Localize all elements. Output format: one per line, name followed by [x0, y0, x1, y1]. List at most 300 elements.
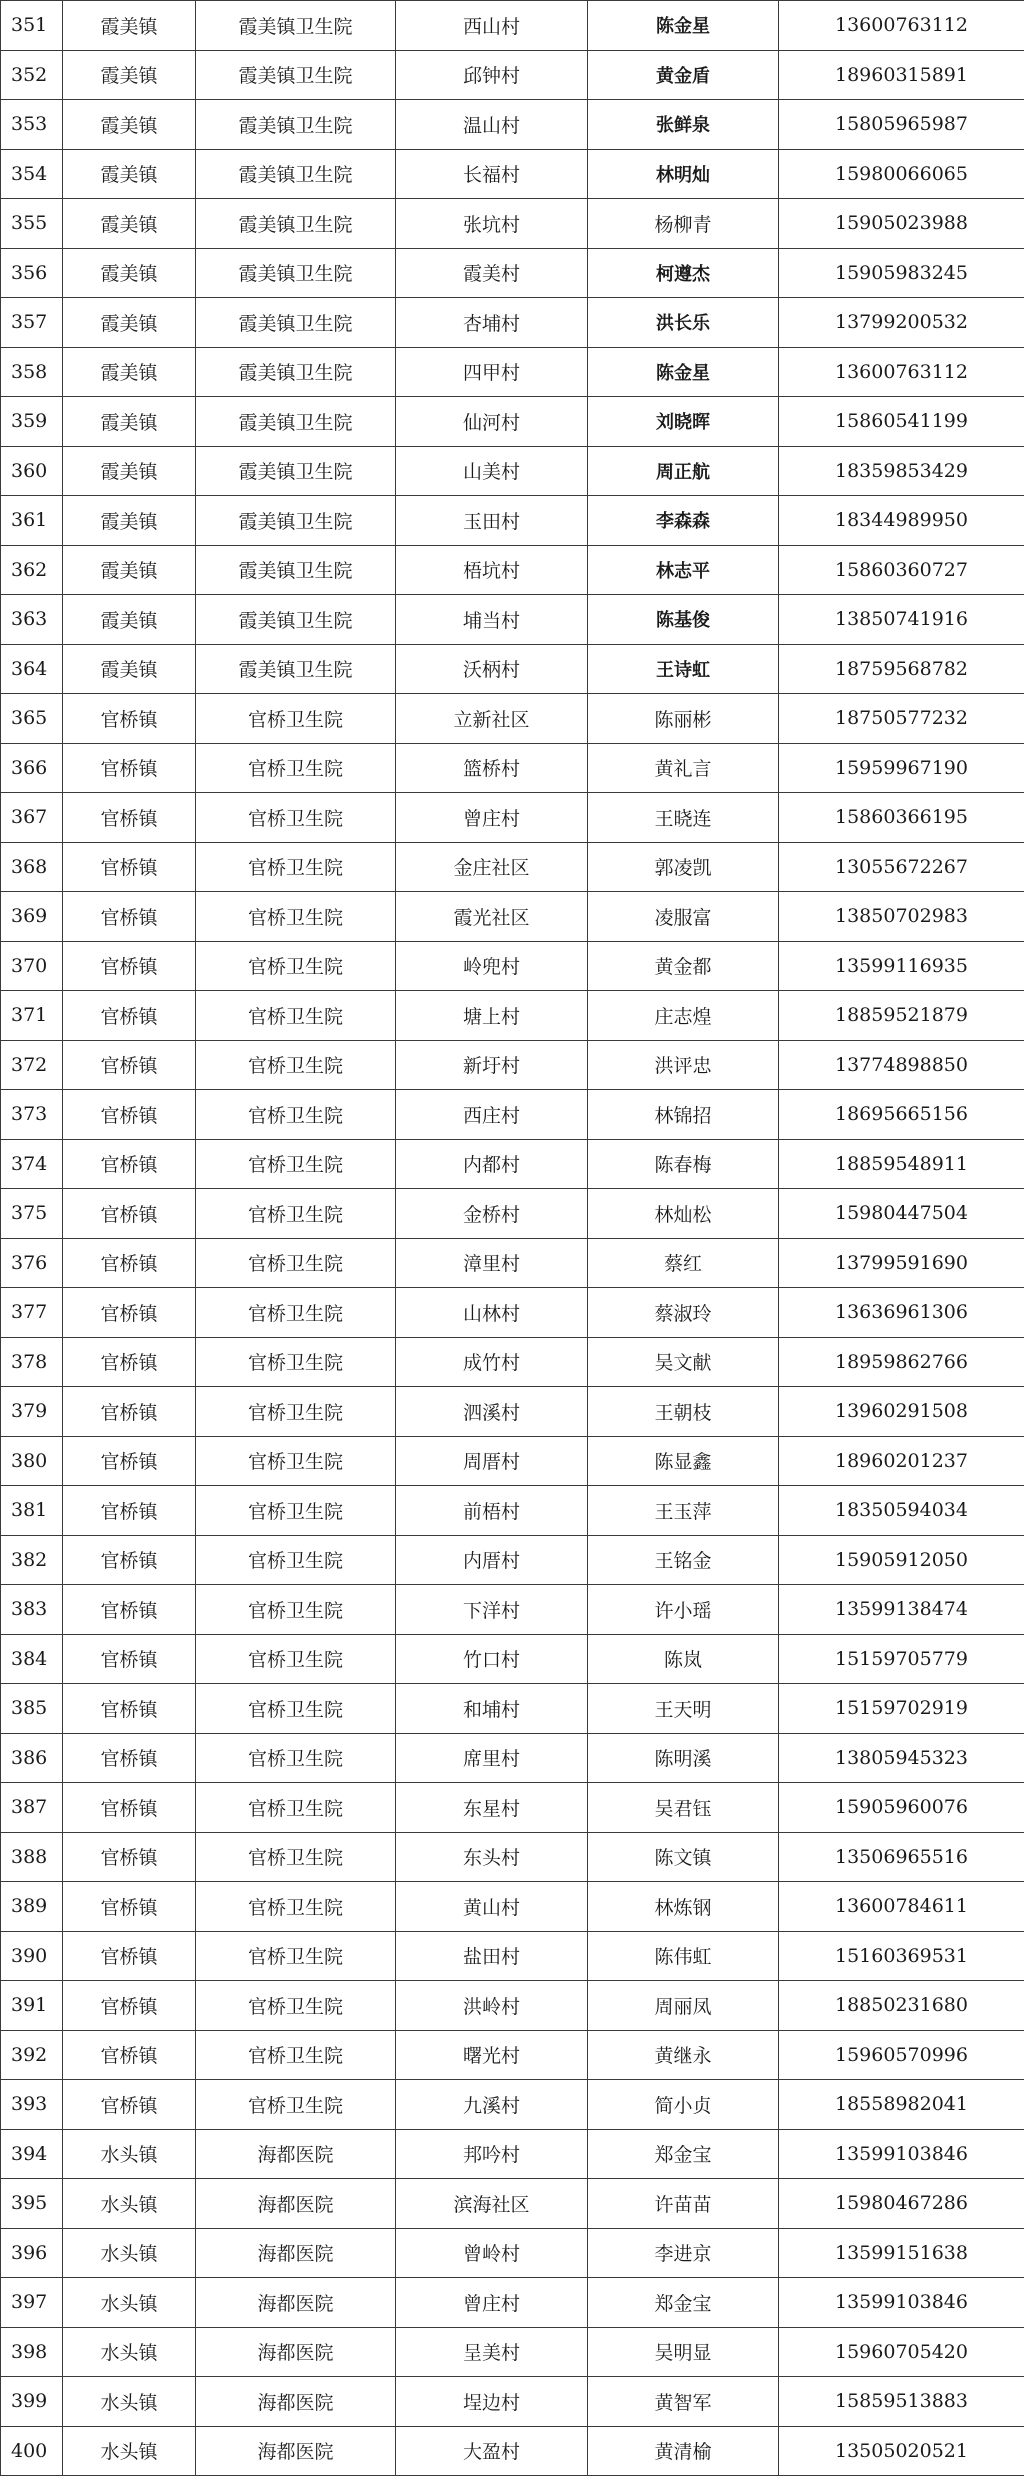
village-cell: 玉田村: [396, 496, 588, 546]
doctor-name-cell: 王铭金: [588, 1535, 779, 1585]
table-row: [1, 1288, 1024, 1338]
row-number-cell: 353: [1, 100, 63, 150]
doctor-name-cell: 杨柳青: [588, 199, 779, 249]
phone-cell: 18960201237: [779, 1436, 1024, 1486]
village-cell: 邱钟村: [396, 50, 588, 100]
row-number-cell: 363: [1, 595, 63, 645]
table-row: [1, 446, 1024, 496]
table-row: [1, 2080, 1024, 2130]
doctor-name-cell: 黄金盾: [588, 50, 779, 100]
table-row: [1, 298, 1024, 348]
row-number-cell: 377: [1, 1288, 63, 1338]
hospital-cell: 霞美镇卫生院: [196, 347, 396, 397]
village-cell: 内都村: [396, 1139, 588, 1189]
doctor-name-cell: 陈金星: [588, 347, 779, 397]
town-cell: 水头镇: [63, 2179, 196, 2229]
row-number-cell: 365: [1, 694, 63, 744]
table-row: [1, 397, 1024, 447]
village-cell: 仙河村: [396, 397, 588, 447]
town-cell: 水头镇: [63, 2228, 196, 2278]
village-cell: 霞美村: [396, 248, 588, 298]
hospital-cell: 霞美镇卫生院: [196, 545, 396, 595]
row-number-cell: 372: [1, 1040, 63, 1090]
town-cell: 水头镇: [63, 2327, 196, 2377]
doctor-name-cell: 王诗虹: [588, 644, 779, 694]
hospital-cell: 霞美镇卫生院: [196, 496, 396, 546]
village-cell: 洪岭村: [396, 1981, 588, 2031]
town-cell: 官桥镇: [63, 941, 196, 991]
row-number-cell: 400: [1, 2426, 63, 2476]
town-cell: 官桥镇: [63, 1882, 196, 1932]
table-row: [1, 1783, 1024, 1833]
town-cell: 官桥镇: [63, 1387, 196, 1437]
table-row: [1, 1, 1024, 51]
doctor-name-cell: 郑金宝: [588, 2129, 779, 2179]
phone-cell: 15860541199: [779, 397, 1024, 447]
town-cell: 官桥镇: [63, 1931, 196, 1981]
village-cell: 张坑村: [396, 199, 588, 249]
phone-cell: 18759568782: [779, 644, 1024, 694]
table-row: [1, 50, 1024, 100]
village-cell: 金庄社区: [396, 842, 588, 892]
doctor-name-cell: 林灿松: [588, 1189, 779, 1239]
town-cell: 水头镇: [63, 2129, 196, 2179]
row-number-cell: 389: [1, 1882, 63, 1932]
phone-cell: 18959862766: [779, 1337, 1024, 1387]
doctor-name-cell: 简小贞: [588, 2080, 779, 2130]
village-cell: 埔当村: [396, 595, 588, 645]
row-number-cell: 398: [1, 2327, 63, 2377]
village-cell: 黄山村: [396, 1882, 588, 1932]
village-cell: 曾庄村: [396, 2278, 588, 2328]
table-row: [1, 2377, 1024, 2427]
phone-cell: 15980066065: [779, 149, 1024, 199]
phone-cell: 15905983245: [779, 248, 1024, 298]
table-row: [1, 892, 1024, 942]
row-number-cell: 356: [1, 248, 63, 298]
phone-cell: 18695665156: [779, 1090, 1024, 1140]
row-number-cell: 352: [1, 50, 63, 100]
table-row: [1, 1981, 1024, 2031]
village-cell: 沃柄村: [396, 644, 588, 694]
phone-cell: 15905912050: [779, 1535, 1024, 1585]
doctor-name-cell: 刘晓晖: [588, 397, 779, 447]
row-number-cell: 397: [1, 2278, 63, 2328]
village-cell: 滨海社区: [396, 2179, 588, 2229]
village-cell: 立新社区: [396, 694, 588, 744]
town-cell: 官桥镇: [63, 1090, 196, 1140]
town-cell: 霞美镇: [63, 347, 196, 397]
hospital-cell: 官桥卫生院: [196, 743, 396, 793]
hospital-cell: 官桥卫生院: [196, 1387, 396, 1437]
village-cell: 温山村: [396, 100, 588, 150]
table-row: [1, 1337, 1024, 1387]
phone-cell: 13055672267: [779, 842, 1024, 892]
hospital-cell: 官桥卫生院: [196, 1337, 396, 1387]
town-cell: 霞美镇: [63, 397, 196, 447]
row-number-cell: 375: [1, 1189, 63, 1239]
town-cell: 霞美镇: [63, 545, 196, 595]
village-cell: 竹口村: [396, 1634, 588, 1684]
phone-cell: 15960705420: [779, 2327, 1024, 2377]
hospital-cell: 霞美镇卫生院: [196, 397, 396, 447]
doctor-name-cell: 林志平: [588, 545, 779, 595]
village-cell: 大盈村: [396, 2426, 588, 2476]
row-number-cell: 391: [1, 1981, 63, 2031]
table-row: [1, 545, 1024, 595]
table-row: [1, 595, 1024, 645]
village-cell: 篮桥村: [396, 743, 588, 793]
hospital-cell: 霞美镇卫生院: [196, 199, 396, 249]
table-row: [1, 496, 1024, 546]
row-number-cell: 370: [1, 941, 63, 991]
table-row: [1, 2129, 1024, 2179]
town-cell: 水头镇: [63, 2278, 196, 2328]
town-cell: 霞美镇: [63, 446, 196, 496]
doctor-name-cell: 凌服富: [588, 892, 779, 942]
phone-cell: 13600784611: [779, 1882, 1024, 1932]
table-row: [1, 347, 1024, 397]
hospital-cell: 霞美镇卫生院: [196, 100, 396, 150]
village-cell: 邦吟村: [396, 2129, 588, 2179]
row-number-cell: 388: [1, 1832, 63, 1882]
table-row: [1, 1733, 1024, 1783]
town-cell: 官桥镇: [63, 1832, 196, 1882]
table-row: [1, 1436, 1024, 1486]
phone-cell: 18359853429: [779, 446, 1024, 496]
table-row: [1, 2327, 1024, 2377]
town-cell: 官桥镇: [63, 1981, 196, 2031]
row-number-cell: 392: [1, 2030, 63, 2080]
table-row: [1, 1040, 1024, 1090]
hospital-cell: 霞美镇卫生院: [196, 644, 396, 694]
hospital-cell: 海都医院: [196, 2327, 396, 2377]
row-number-cell: 358: [1, 347, 63, 397]
table-row: [1, 644, 1024, 694]
town-cell: 官桥镇: [63, 842, 196, 892]
doctor-name-cell: 郭凌凯: [588, 842, 779, 892]
doctor-name-cell: 柯遵杰: [588, 248, 779, 298]
hospital-cell: 官桥卫生院: [196, 1931, 396, 1981]
hospital-cell: 官桥卫生院: [196, 1535, 396, 1585]
village-cell: 和埔村: [396, 1684, 588, 1734]
row-number-cell: 371: [1, 991, 63, 1041]
town-cell: 霞美镇: [63, 149, 196, 199]
row-number-cell: 351: [1, 1, 63, 51]
row-number-cell: 364: [1, 644, 63, 694]
village-cell: 岭兜村: [396, 941, 588, 991]
doctor-name-cell: 王玉萍: [588, 1486, 779, 1536]
phone-cell: 15860366195: [779, 793, 1024, 843]
town-cell: 官桥镇: [63, 1733, 196, 1783]
row-number-cell: 357: [1, 298, 63, 348]
hospital-cell: 官桥卫生院: [196, 1436, 396, 1486]
hospital-cell: 官桥卫生院: [196, 1040, 396, 1090]
row-number-cell: 369: [1, 892, 63, 942]
village-cell: 周厝村: [396, 1436, 588, 1486]
town-cell: 官桥镇: [63, 1634, 196, 1684]
row-number-cell: 390: [1, 1931, 63, 1981]
hospital-cell: 官桥卫生院: [196, 1090, 396, 1140]
town-cell: 官桥镇: [63, 991, 196, 1041]
hospital-cell: 官桥卫生院: [196, 694, 396, 744]
hospital-cell: 官桥卫生院: [196, 2030, 396, 2080]
village-cell: 呈美村: [396, 2327, 588, 2377]
table-row: [1, 2179, 1024, 2229]
hospital-cell: 官桥卫生院: [196, 1733, 396, 1783]
doctor-name-cell: 林炼钢: [588, 1882, 779, 1932]
village-cell: 成竹村: [396, 1337, 588, 1387]
village-cell: 东星村: [396, 1783, 588, 1833]
doctor-name-cell: 陈明溪: [588, 1733, 779, 1783]
village-cell: 曾庄村: [396, 793, 588, 843]
row-number-cell: 386: [1, 1733, 63, 1783]
table-row: [1, 1634, 1024, 1684]
doctor-name-cell: 林锦招: [588, 1090, 779, 1140]
table-row: [1, 2278, 1024, 2328]
hospital-cell: 官桥卫生院: [196, 1486, 396, 1536]
phone-cell: 18850231680: [779, 1981, 1024, 2031]
doctor-name-cell: 张鲜泉: [588, 100, 779, 150]
table-row: [1, 1090, 1024, 1140]
table-row: [1, 793, 1024, 843]
hospital-cell: 霞美镇卫生院: [196, 298, 396, 348]
village-cell: 霞光社区: [396, 892, 588, 942]
town-cell: 官桥镇: [63, 743, 196, 793]
row-number-cell: 383: [1, 1585, 63, 1635]
table-row: [1, 2030, 1024, 2080]
table-row: [1, 991, 1024, 1041]
hospital-cell: 海都医院: [196, 2426, 396, 2476]
town-cell: 官桥镇: [63, 793, 196, 843]
table-row: [1, 248, 1024, 298]
doctor-name-cell: 王天明: [588, 1684, 779, 1734]
doctor-name-cell: 许苗苗: [588, 2179, 779, 2229]
table-row: [1, 1684, 1024, 1734]
table-row: [1, 149, 1024, 199]
hospital-cell: 官桥卫生院: [196, 842, 396, 892]
village-cell: 前梧村: [396, 1486, 588, 1536]
hospital-cell: 官桥卫生院: [196, 1783, 396, 1833]
phone-cell: 18960315891: [779, 50, 1024, 100]
row-number-cell: 368: [1, 842, 63, 892]
row-number-cell: 380: [1, 1436, 63, 1486]
village-cell: 盐田村: [396, 1931, 588, 1981]
row-number-cell: 355: [1, 199, 63, 249]
doctor-name-cell: 陈基俊: [588, 595, 779, 645]
doctor-name-cell: 陈丽彬: [588, 694, 779, 744]
town-cell: 官桥镇: [63, 1783, 196, 1833]
row-number-cell: 384: [1, 1634, 63, 1684]
village-cell: 山林村: [396, 1288, 588, 1338]
hospital-cell: 霞美镇卫生院: [196, 446, 396, 496]
row-number-cell: 360: [1, 446, 63, 496]
town-cell: 霞美镇: [63, 1, 196, 51]
row-number-cell: 359: [1, 397, 63, 447]
doctor-name-cell: 洪评忠: [588, 1040, 779, 1090]
doctor-name-cell: 黄金都: [588, 941, 779, 991]
village-cell: 泗溪村: [396, 1387, 588, 1437]
doctor-name-cell: 周正航: [588, 446, 779, 496]
table-body: [1, 1, 1024, 2476]
doctor-name-cell: 蔡淑玲: [588, 1288, 779, 1338]
table-row: [1, 2228, 1024, 2278]
town-cell: 官桥镇: [63, 1189, 196, 1239]
doctor-name-cell: 陈岚: [588, 1634, 779, 1684]
town-cell: 官桥镇: [63, 1486, 196, 1536]
row-number-cell: 361: [1, 496, 63, 546]
town-cell: 官桥镇: [63, 1585, 196, 1635]
village-cell: 下洋村: [396, 1585, 588, 1635]
table-row: [1, 199, 1024, 249]
town-cell: 水头镇: [63, 2377, 196, 2427]
town-cell: 官桥镇: [63, 1288, 196, 1338]
phone-cell: 13636961306: [779, 1288, 1024, 1338]
village-cell: 杏埔村: [396, 298, 588, 348]
phone-cell: 18558982041: [779, 2080, 1024, 2130]
phone-cell: 13805945323: [779, 1733, 1024, 1783]
village-cell: 漳里村: [396, 1238, 588, 1288]
village-cell: 曾岭村: [396, 2228, 588, 2278]
row-number-cell: 354: [1, 149, 63, 199]
town-cell: 霞美镇: [63, 100, 196, 150]
hospital-cell: 官桥卫生院: [196, 1288, 396, 1338]
phone-cell: 13599151638: [779, 2228, 1024, 2278]
hospital-cell: 官桥卫生院: [196, 1832, 396, 1882]
town-cell: 霞美镇: [63, 50, 196, 100]
doctor-name-cell: 黄礼言: [588, 743, 779, 793]
phone-cell: 13799200532: [779, 298, 1024, 348]
town-cell: 霞美镇: [63, 298, 196, 348]
row-number-cell: 385: [1, 1684, 63, 1734]
village-cell: 西庄村: [396, 1090, 588, 1140]
doctor-name-cell: 陈金星: [588, 1, 779, 51]
town-cell: 霞美镇: [63, 199, 196, 249]
doctor-name-cell: 陈伟虹: [588, 1931, 779, 1981]
row-number-cell: 393: [1, 2080, 63, 2130]
table-row: [1, 941, 1024, 991]
phone-cell: 15160369531: [779, 1931, 1024, 1981]
table-row: [1, 1931, 1024, 1981]
phone-cell: 15980447504: [779, 1189, 1024, 1239]
doctor-name-cell: 郑金宝: [588, 2278, 779, 2328]
doctor-name-cell: 陈春梅: [588, 1139, 779, 1189]
hospital-cell: 官桥卫生院: [196, 1882, 396, 1932]
table-row: [1, 1585, 1024, 1635]
phone-cell: 15980467286: [779, 2179, 1024, 2229]
table-row: [1, 1387, 1024, 1437]
hospital-cell: 官桥卫生院: [196, 1585, 396, 1635]
phone-cell: 13799591690: [779, 1238, 1024, 1288]
phone-cell: 13850702983: [779, 892, 1024, 942]
hospital-cell: 霞美镇卫生院: [196, 595, 396, 645]
row-number-cell: 373: [1, 1090, 63, 1140]
doctor-name-cell: 洪长乐: [588, 298, 779, 348]
doctor-name-cell: 吴文献: [588, 1337, 779, 1387]
phone-cell: 13599103846: [779, 2278, 1024, 2328]
phone-cell: 13960291508: [779, 1387, 1024, 1437]
row-number-cell: 394: [1, 2129, 63, 2179]
town-cell: 官桥镇: [63, 1238, 196, 1288]
hospital-cell: 霞美镇卫生院: [196, 248, 396, 298]
doctor-name-cell: 林明灿: [588, 149, 779, 199]
town-cell: 霞美镇: [63, 595, 196, 645]
doctor-name-cell: 周丽凤: [588, 1981, 779, 2031]
table-row: [1, 1189, 1024, 1239]
row-number-cell: 382: [1, 1535, 63, 1585]
phone-cell: 13774898850: [779, 1040, 1024, 1090]
phone-cell: 15805965987: [779, 100, 1024, 150]
hospital-cell: 官桥卫生院: [196, 1981, 396, 2031]
phone-cell: 18859521879: [779, 991, 1024, 1041]
hospital-cell: 官桥卫生院: [196, 1684, 396, 1734]
hospital-cell: 官桥卫生院: [196, 892, 396, 942]
phone-cell: 15860360727: [779, 545, 1024, 595]
phone-cell: 13850741916: [779, 595, 1024, 645]
doctor-name-cell: 庄志煌: [588, 991, 779, 1041]
hospital-cell: 官桥卫生院: [196, 793, 396, 843]
doctor-name-cell: 陈显鑫: [588, 1436, 779, 1486]
row-number-cell: 379: [1, 1387, 63, 1437]
phone-cell: 15959967190: [779, 743, 1024, 793]
doctor-name-cell: 蔡红: [588, 1238, 779, 1288]
hospital-cell: 官桥卫生院: [196, 2080, 396, 2130]
village-cell: 金桥村: [396, 1189, 588, 1239]
phone-cell: 18344989950: [779, 496, 1024, 546]
hospital-cell: 霞美镇卫生院: [196, 149, 396, 199]
table-row: [1, 1486, 1024, 1536]
row-number-cell: 396: [1, 2228, 63, 2278]
hospital-cell: 官桥卫生院: [196, 941, 396, 991]
town-cell: 官桥镇: [63, 1535, 196, 1585]
village-cell: 塘上村: [396, 991, 588, 1041]
village-cell: 西山村: [396, 1, 588, 51]
phone-cell: 13599138474: [779, 1585, 1024, 1635]
village-cell: 内厝村: [396, 1535, 588, 1585]
phone-cell: 13599103846: [779, 2129, 1024, 2179]
row-number-cell: 366: [1, 743, 63, 793]
table-row: [1, 1832, 1024, 1882]
table-row: [1, 1238, 1024, 1288]
phone-cell: 15159702919: [779, 1684, 1024, 1734]
phone-cell: 18750577232: [779, 694, 1024, 744]
doctor-name-cell: 王晓连: [588, 793, 779, 843]
village-cell: 东头村: [396, 1832, 588, 1882]
town-cell: 霞美镇: [63, 644, 196, 694]
town-cell: 官桥镇: [63, 1337, 196, 1387]
hospital-cell: 官桥卫生院: [196, 1139, 396, 1189]
hospital-cell: 霞美镇卫生院: [196, 1, 396, 51]
phone-cell: 15859513883: [779, 2377, 1024, 2427]
hospital-cell: 海都医院: [196, 2179, 396, 2229]
row-number-cell: 378: [1, 1337, 63, 1387]
row-number-cell: 362: [1, 545, 63, 595]
village-cell: 四甲村: [396, 347, 588, 397]
doctor-name-cell: 李进京: [588, 2228, 779, 2278]
table-row: [1, 694, 1024, 744]
doctor-name-cell: 黄智军: [588, 2377, 779, 2427]
doctor-name-cell: 吴明显: [588, 2327, 779, 2377]
town-cell: 官桥镇: [63, 1436, 196, 1486]
table-row: [1, 100, 1024, 150]
town-cell: 官桥镇: [63, 694, 196, 744]
hospital-cell: 官桥卫生院: [196, 1189, 396, 1239]
phone-cell: 15905023988: [779, 199, 1024, 249]
phone-cell: 13600763112: [779, 1, 1024, 51]
town-cell: 水头镇: [63, 2426, 196, 2476]
row-number-cell: 376: [1, 1238, 63, 1288]
village-cell: 曙光村: [396, 2030, 588, 2080]
